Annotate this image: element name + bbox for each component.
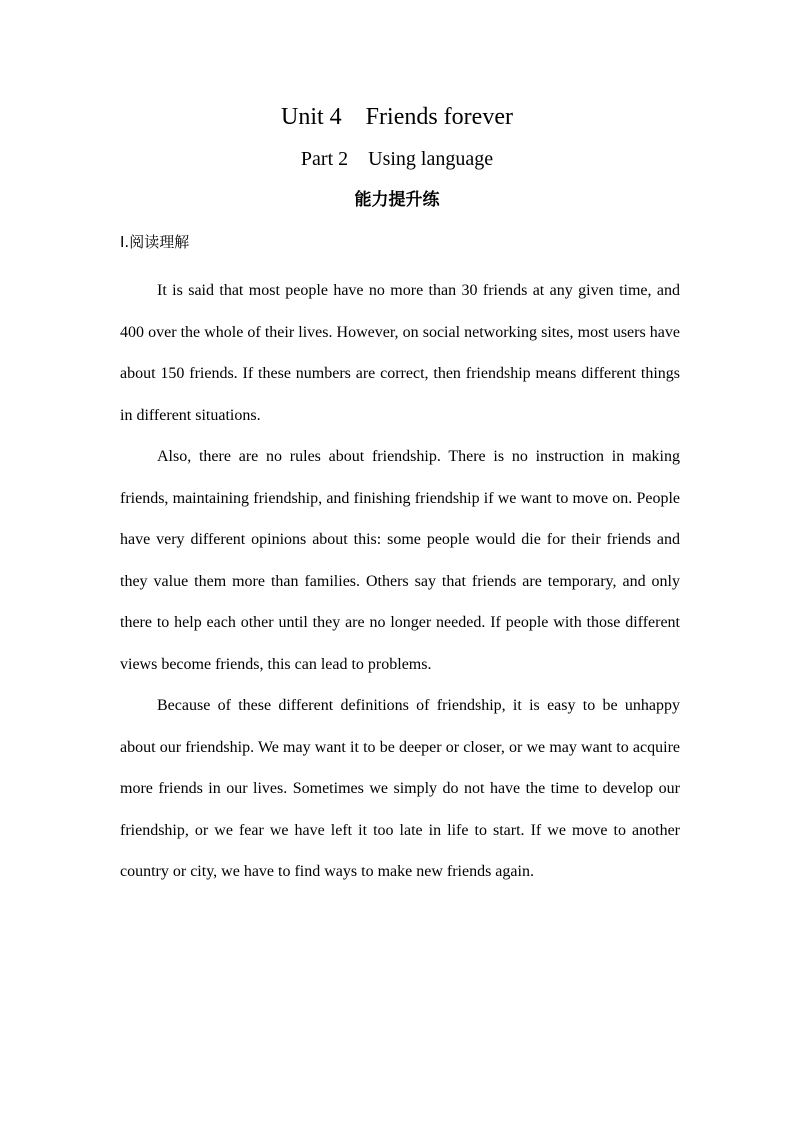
passage-paragraph-3: Because of these different definitions of friendship, it is easy to be unhappy about our friendship. We may want it to be deeper or closer, or we may want to acquire more friends in our lives. Sometimes we simply do not have the time to develop our friendship, or we fear we have left it too late in life to start. If we move to another country or city, we have to find ways to make new friends again. [120,697,680,880]
passage-paragraph-2: Also, there are no rules about friendship. There is no instruction in making friends, maintaining friendship, and finishing friendship if we want to move on. People have very different opinions about this: some people would die for their friends and they value them more than families. Others say that friends are temporary, and only there to help each other until they are no longer needed. If people with those different views become friends, this can lead to problems. [120,448,680,673]
passage-paragraph-1: It is said that most people have no more than 30 friends at any given time, and 400 over the whole of their lives. However, on social networking sites, most users have about 150 friends. If these numbers are correct, then friendship means different things in different situations. [120,282,680,424]
part-subtitle: Part 2 Using language [300,148,494,170]
unit-title: Unit 4 Friends forever [281,104,513,130]
reading-passage [120,270,680,893]
section-heading: Ⅰ.阅读理解 [120,233,190,251]
exercise-label: 能力提升练 [354,190,440,210]
